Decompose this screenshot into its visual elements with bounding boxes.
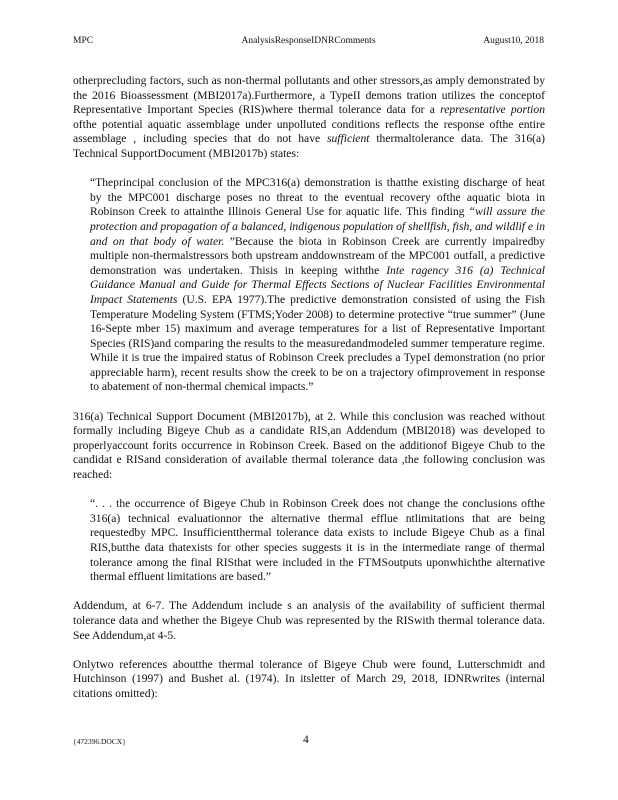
document-body (73, 74, 545, 716)
footer-document-id: {472396.DOCX} (73, 737, 126, 746)
paragraph-1-text-b: ofthe potential aquatic assemblage under unpolluted conditions reflects the response ofthe entire assemblage , including species that do not have (73, 117, 545, 146)
quote-1-italic-b: Inte ragency 316 (a) Technical Guidance Manual and Guide for Thermal Effects Sections of Nuclear Facilities Environmental Impact Statements (90, 263, 545, 306)
quote-1-text-a: “Theprincipal conclusion of the MPC316(a) demonstration is thatthe existing discharge of heat by the MPC001 discharge poses no threat to the eventual recovery ofthe aquatic biota in Robinson Creek to attainthe Illinois General Use for aquatic life. This finding (90, 176, 545, 219)
paragraph-1-italic-b: sufficient (326, 132, 370, 146)
header-date: August10, 2018 (483, 36, 544, 46)
paragraph-1-text-a: otherprecluding factors, such as non-thermal pollutants and other stressors,as amply demonstrated by the 2016 Bioassessment (MBI2017a).Furthermore, a TypeII demons tration utilizes the conceptof Representative Important Species (RIS)where thermal tolerance data for a (73, 74, 545, 117)
paragraph-1-italic-a: representative portion (440, 103, 545, 117)
block-quote-1 (90, 176, 545, 395)
page-number: 4 (303, 733, 309, 746)
page-header (73, 36, 544, 50)
paragraph-2: 316(a) Technical Support Document (MBI2017b), at 2. While this conclusion was reached without formally including Bigeye Chub as a candidate RIS,an Addendum (MBI2018) was developed to properlyaccount forits occurrence in Robinson Creek. Based on the additionof Bigeye Chub to the candidat e RISand consideration of available thermal tolerance data ,the following conclusion was reached: (73, 409, 545, 482)
paragraph-3: Addendum, at 6-7. The Addendum include s an analysis of the availability of sufficient thermal tolerance data and whether the Bigeye Chub was represented by the RISwith thermal tolerance data. See Addendum,at 4-5. (73, 599, 545, 642)
quote-1-text-b: ”Because the biota in Robinson Creek are currently impairedby multiple non-thermalstressors both upstream anddownstream of the MPC001 outfall, a predictive demonstration was undertaken. Thisis in keeping withthe (90, 234, 545, 277)
header-left: MPC (73, 36, 94, 46)
paragraph-4: Onlytwo references aboutthe thermal tolerance of Bigeye Chub were found, Lutterschmidt and Hutchinson (1997) and Bushet al. (1974). In itsletter of March 29, 2018, IDNRwrites (internal citations omitted): (73, 657, 545, 700)
header-title: AnalysisResponseIDNRComments (241, 36, 376, 46)
paragraph-1 (73, 74, 545, 162)
quote-1-text-c: (U.S. EPA 1977).The predictive demonstration consisted of using the Fish Temperature Modeling System (FTMS;Yoder 2008) to determine protective “true summer” (June 16-Septe mber 15) maximum and average temperatures for a list of Representative Important Species (RIS)and comparing the results to the measuredandmodeled summer temperature regime. While it is true the impaired status of Robinson Creek precludes a TypeI demonstration (no prior appreciable harm), recent results show the creek to be on a trajectory ofimprovement in response to abatement of non-thermal chemical impacts.” (90, 292, 546, 394)
block-quote-2: “. . . the occurrence of Bigeye Chub in Robinson Creek does not change the conclusions ofthe 316(a) technical evaluationnor the alternative thermal efflue ntlimitations that are being requestedby MPC. Insufficientthermal tolerance data exists to include Bigeye Chub as a final RIS,butthe data thatexists for other species suggests it is in the intermediate range of thermal tolerance among the final RISthat were included in the FTMSoutputs uponwhichthe alternative thermal effluent limitations are based.” (90, 497, 545, 584)
paragraph-1-text-c: thermaltolerance data. The 316(a) Technical SupportDocument (MBI2017b) states: (73, 132, 545, 160)
quote-1-italic-a: “will assure the protection and propagation of a balanced, indigenous population of shellfish, fish, and wildlif e in and on that body of water. (90, 205, 545, 248)
